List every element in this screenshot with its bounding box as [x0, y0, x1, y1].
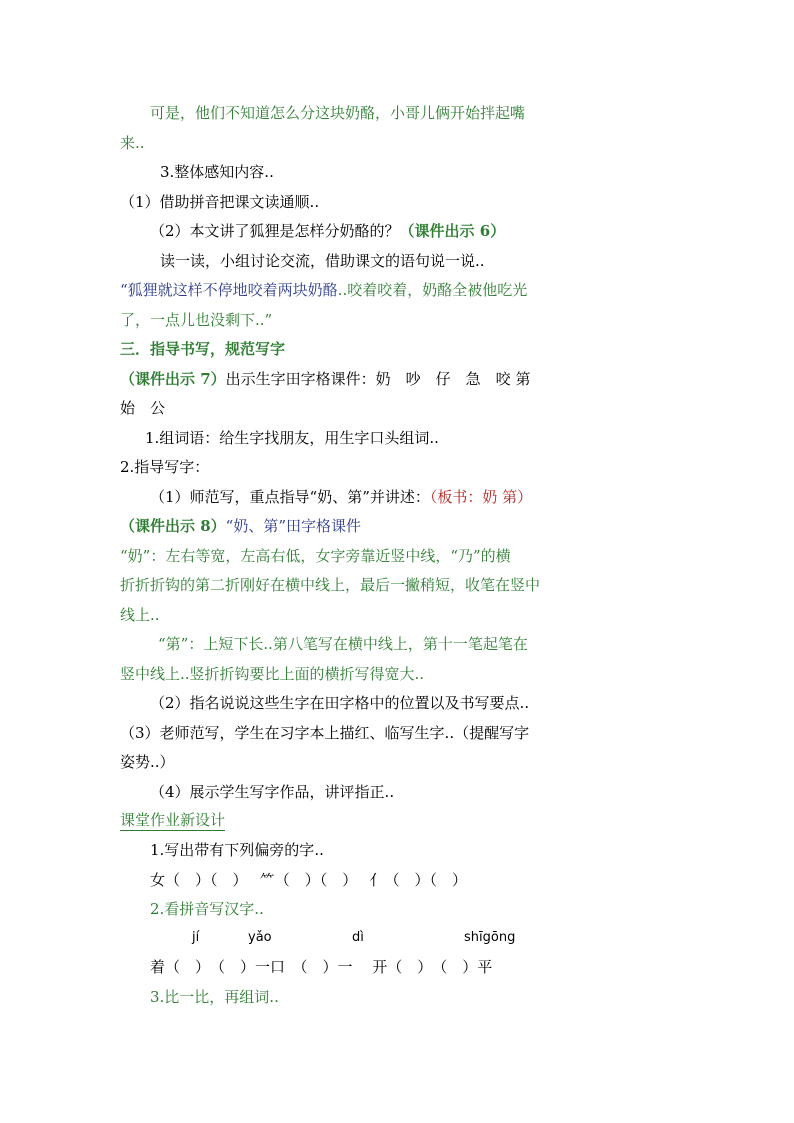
step-heading: 2.指导写字：	[120, 458, 210, 476]
step-item: 姿势..）	[120, 753, 175, 771]
step-item	[150, 221, 505, 241]
step-item	[120, 516, 361, 536]
pinyin-label: dì	[352, 930, 364, 945]
step-item: （2）指名说说这些生字在田字格中的位置以及书写要点..	[150, 694, 530, 712]
quote-text: “狐狸就这样不停地咬着两块奶酪	[120, 281, 338, 299]
pinyin-label: yǎo	[248, 930, 272, 945]
step-item: （4）展示学生写字作品，讲评指正..	[150, 783, 395, 801]
section-heading: 三．指导书写，规范写字	[120, 340, 286, 358]
quote-line	[120, 280, 527, 300]
quote-line: 了，一点儿也没剩下..”	[120, 311, 273, 329]
step-text: （1）师范写，重点指导“奶、第”并讲述：	[150, 488, 430, 506]
courseware-tag: （课件出示 7）	[120, 370, 226, 388]
explanation-line: 线上..	[120, 606, 160, 624]
pinyin-label: jí	[192, 930, 200, 945]
step-text: 出示生字田字格课件：奶 吵 仔 急 咬 第	[225, 370, 531, 388]
step-item: 读一读，小组讨论交流，借助课文的语句说一说..	[160, 252, 485, 270]
exercise-blanks: 女（ ）（ ） ⺮（ ）（ ） 亻（ ）（ ）	[150, 871, 468, 889]
step-item: （1）借助拼音把课文读通顺..	[120, 193, 320, 211]
courseware-tag: （课件出示 8）	[120, 517, 226, 535]
homework-heading-text: 课堂作业新设计	[120, 811, 226, 829]
question-text: （2）本文讲了狐狸是怎样分奶酪的？	[150, 222, 400, 240]
step-heading: 3.整体感知内容..	[160, 163, 274, 181]
step-item: 始 公	[120, 399, 166, 417]
paragraph-line: 来..	[120, 134, 145, 152]
pinyin-label: shīgōng	[464, 930, 516, 945]
exercise-item: 2.看拼音写汉字..	[150, 900, 264, 918]
exercise-item: 3.比一比，再组词..	[150, 988, 279, 1006]
explanation-line: “奶”：左右等宽，左高右低，女字旁靠近竖中线，“乃”的横	[120, 547, 511, 565]
step-item: （3）老师范写，学生在习字本上描红、临写生字..（提醒写字	[120, 724, 530, 742]
homework-heading	[120, 810, 225, 830]
quote-text: ..咬着咬着，奶酪全被他吃光	[337, 281, 528, 299]
explanation-line: “第”：上短下长..第八笔写在横中线上，第十一笔起笔在	[158, 635, 528, 653]
step-item: 1.组词语：给生字找朋友，用生字口头组词..	[145, 429, 439, 447]
courseware-tag: （课件出示 6）	[399, 222, 506, 240]
step-item	[120, 369, 530, 389]
board-note: （板书：奶 第）	[429, 488, 533, 506]
exercise-item: 1.写出带有下列偏旁的字..	[150, 841, 324, 859]
explanation-line: 竖中线上..竖折折钩要比上面的横折写得宽大..	[120, 665, 425, 683]
explanation-line: 折折折钩的第二折刚好在横中线上，最后一撇稍短，收笔在竖中	[120, 576, 541, 594]
courseware-text: “奶、第”田字格课件	[225, 517, 362, 535]
exercise-blanks: 着（ ） （ ）一口 （ ）一 开（ ） （ ）平	[150, 958, 493, 976]
paragraph-line: 可是，他们不知道怎么分这块奶酪，小哥儿俩开始拌起嘴	[150, 104, 526, 122]
step-item	[150, 487, 532, 507]
